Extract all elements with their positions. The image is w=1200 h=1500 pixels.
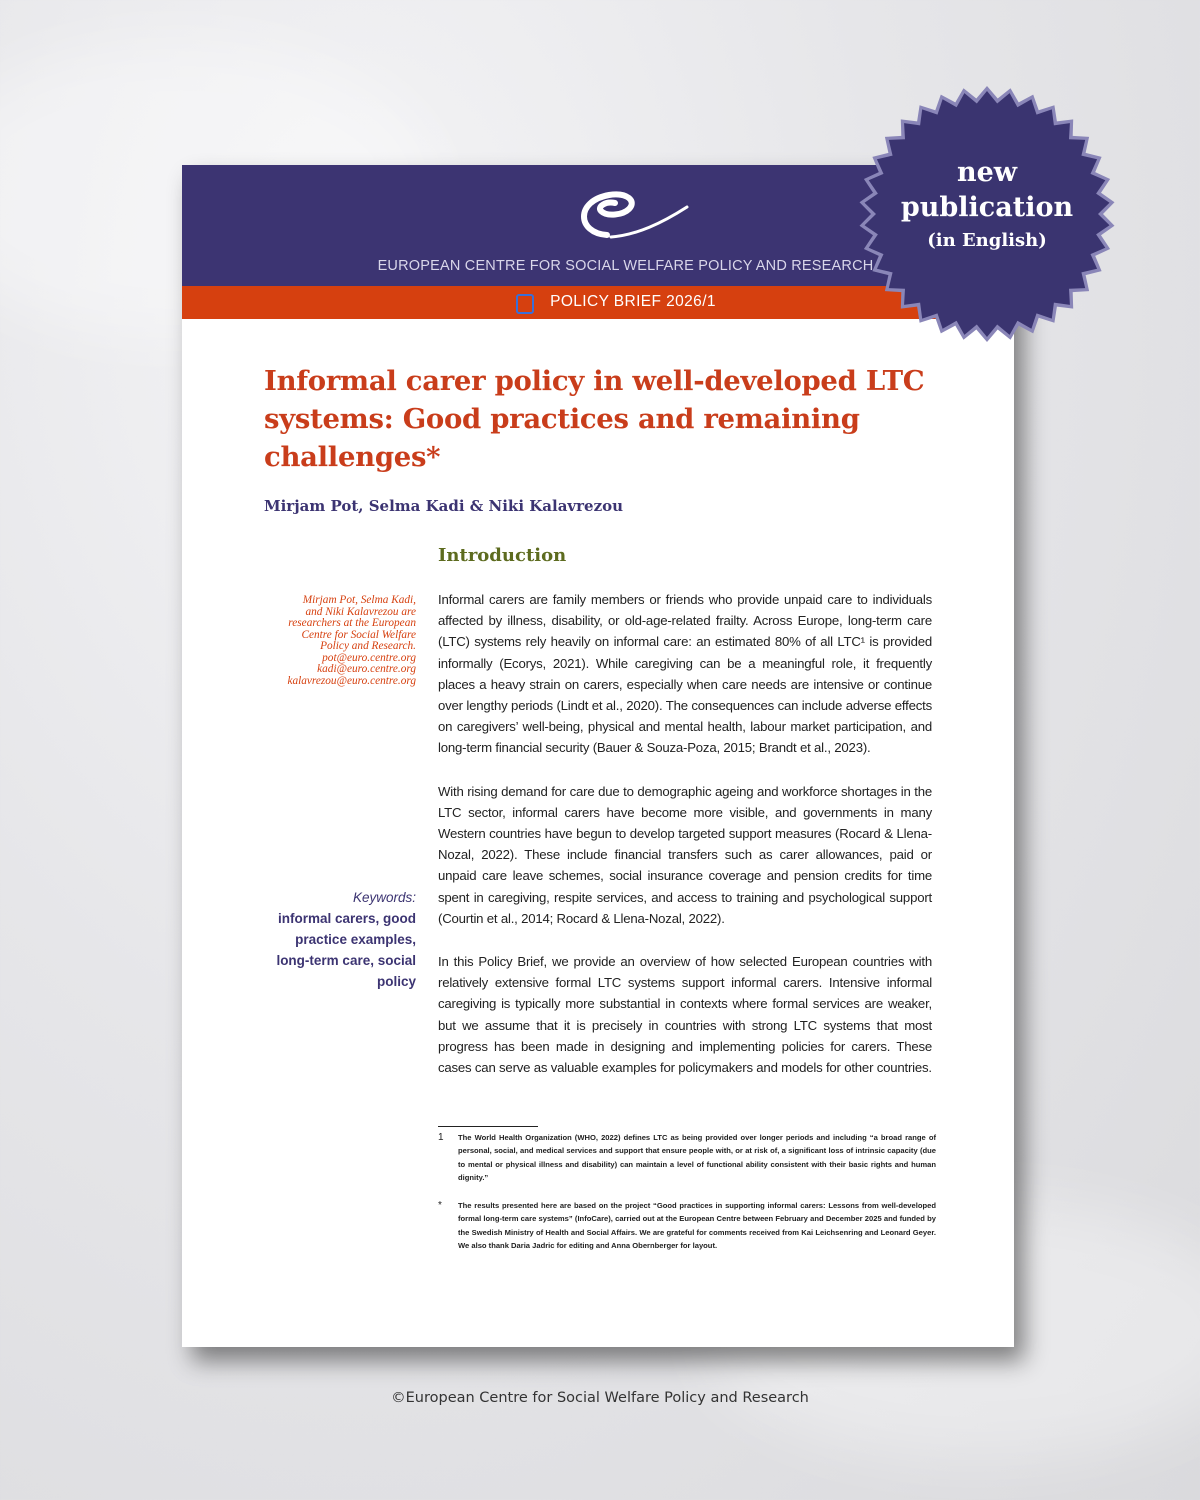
author-affiliation-note: Mirjam Pot, Selma Kadi, and Niki Kalavrezou are researchers at the European Centre for Social Welfare Policy and Research. pot@euro.centre.org kadi@euro.centre.org kalavrezou@euro.centre.org xyxy=(287,594,416,687)
selection-marker xyxy=(516,294,534,314)
body-paragraph: With rising demand for care due to demographic ageing and workforce shortages in the LTC sector, informal carers have become more visible, and governments in many Western countries have begun to develop targeted support measures (Rocard & Llena-Nozal, 2022). These include financial transfers such as carer allowances, paid or unpaid care leave schemes, social insurance coverage and pension credits for time spent in caregiving, respite services, and access to training and psychological support (Courtin et al., 2014; Rocard & Llena-Nozal, 2022). xyxy=(438,783,932,926)
badge-line-language: (in English) xyxy=(927,230,1047,251)
keywords-block xyxy=(262,887,416,992)
body-paragraph: Informal carers are family members or friends who provide unpaid care to individuals affected by illness, disability, or old-age-related frailty. Across Europe, long-term care (LTC) systems rely heavily on informal care: an estimated 80% of all LTC¹ is provided informally (Ecorys, 2021). While caregiving can be a meaningful role, it frequently places a heavy strain on carers, especially when care needs are intensive or continue over lengthy periods (Lindt et al., 2020). The consequences can include adverse effects on caregivers’ well-being, physical and mental health, labour market participation, and long-term financial security (Bauer & Souza-Poza, 2015; Brandt et al., 2023). xyxy=(438,592,932,756)
body-text xyxy=(438,589,932,1100)
footnote-mark: * xyxy=(438,1200,442,1211)
euro-centre-logo-icon xyxy=(567,187,697,249)
body-paragraph: In this Policy Brief, we provide an overview of how selected European countries with relatively extensive formal LTC systems support informal carers. Intensive informal caregiving is typically more substantial in contexts where formal services are weaker, but we assume that it is precisely in countries with strong LTC systems that most progress has been made in designing and implementing policies for carers. These cases can serve as valuable examples for policymakers and models for other countries. xyxy=(438,954,932,1076)
footnote-divider xyxy=(438,1126,538,1127)
section-heading: Introduction xyxy=(438,545,567,566)
footnote xyxy=(438,1131,936,1185)
footnote-text: The results presented here are based on the project “Good practices in supporting informal carers: Lessons from well-developed formal long-term care systems” (InfoCare), carried out at the European Centre between February and December 2025 and funded by the Swedish Ministry of Health and Social Affairs. We are grateful for comments received from Kai Leichsenring and Leonard Geyer. We also thank Daria Jadric for editing and Anna Obernberger for layout. xyxy=(458,1201,936,1251)
document-authors: Mirjam Pot, Selma Kadi & Niki Kalavrezou xyxy=(264,497,624,515)
footnote-mark: 1 xyxy=(438,1132,444,1143)
organization-name: EUROPEAN CENTRE FOR SOCIAL WELFARE POLICY AND RESEARCH xyxy=(377,258,874,274)
keywords-list: informal carers, good practice examples, long-term care, social policy xyxy=(276,911,416,989)
policy-brief-label: POLICY BRIEF 2026/1 xyxy=(550,293,716,310)
footnote-text: The World Health Organization (WHO, 2022) defines LTC as being provided over longer periods and including “a broad range of personal, social, and medical services and support that ensure people with, or at risk of, a significant loss of intrinsic capacity (due to mental or physical illness and disability) can maintain a level of functional ability consistent with their basic rights and human dignity.” xyxy=(458,1133,936,1183)
new-publication-badge xyxy=(858,155,1116,257)
footnote xyxy=(438,1199,936,1253)
keywords-label: Keywords: xyxy=(352,890,416,905)
badge-line-publication: publication xyxy=(900,192,1074,223)
copyright-notice: ©European Centre for Social Welfare Policy and Research xyxy=(391,1390,809,1406)
badge-line-new: new xyxy=(956,157,1018,188)
document-title: Informal carer policy in well-developed LTC systems: Good practices and remaining challenges* xyxy=(264,365,925,473)
